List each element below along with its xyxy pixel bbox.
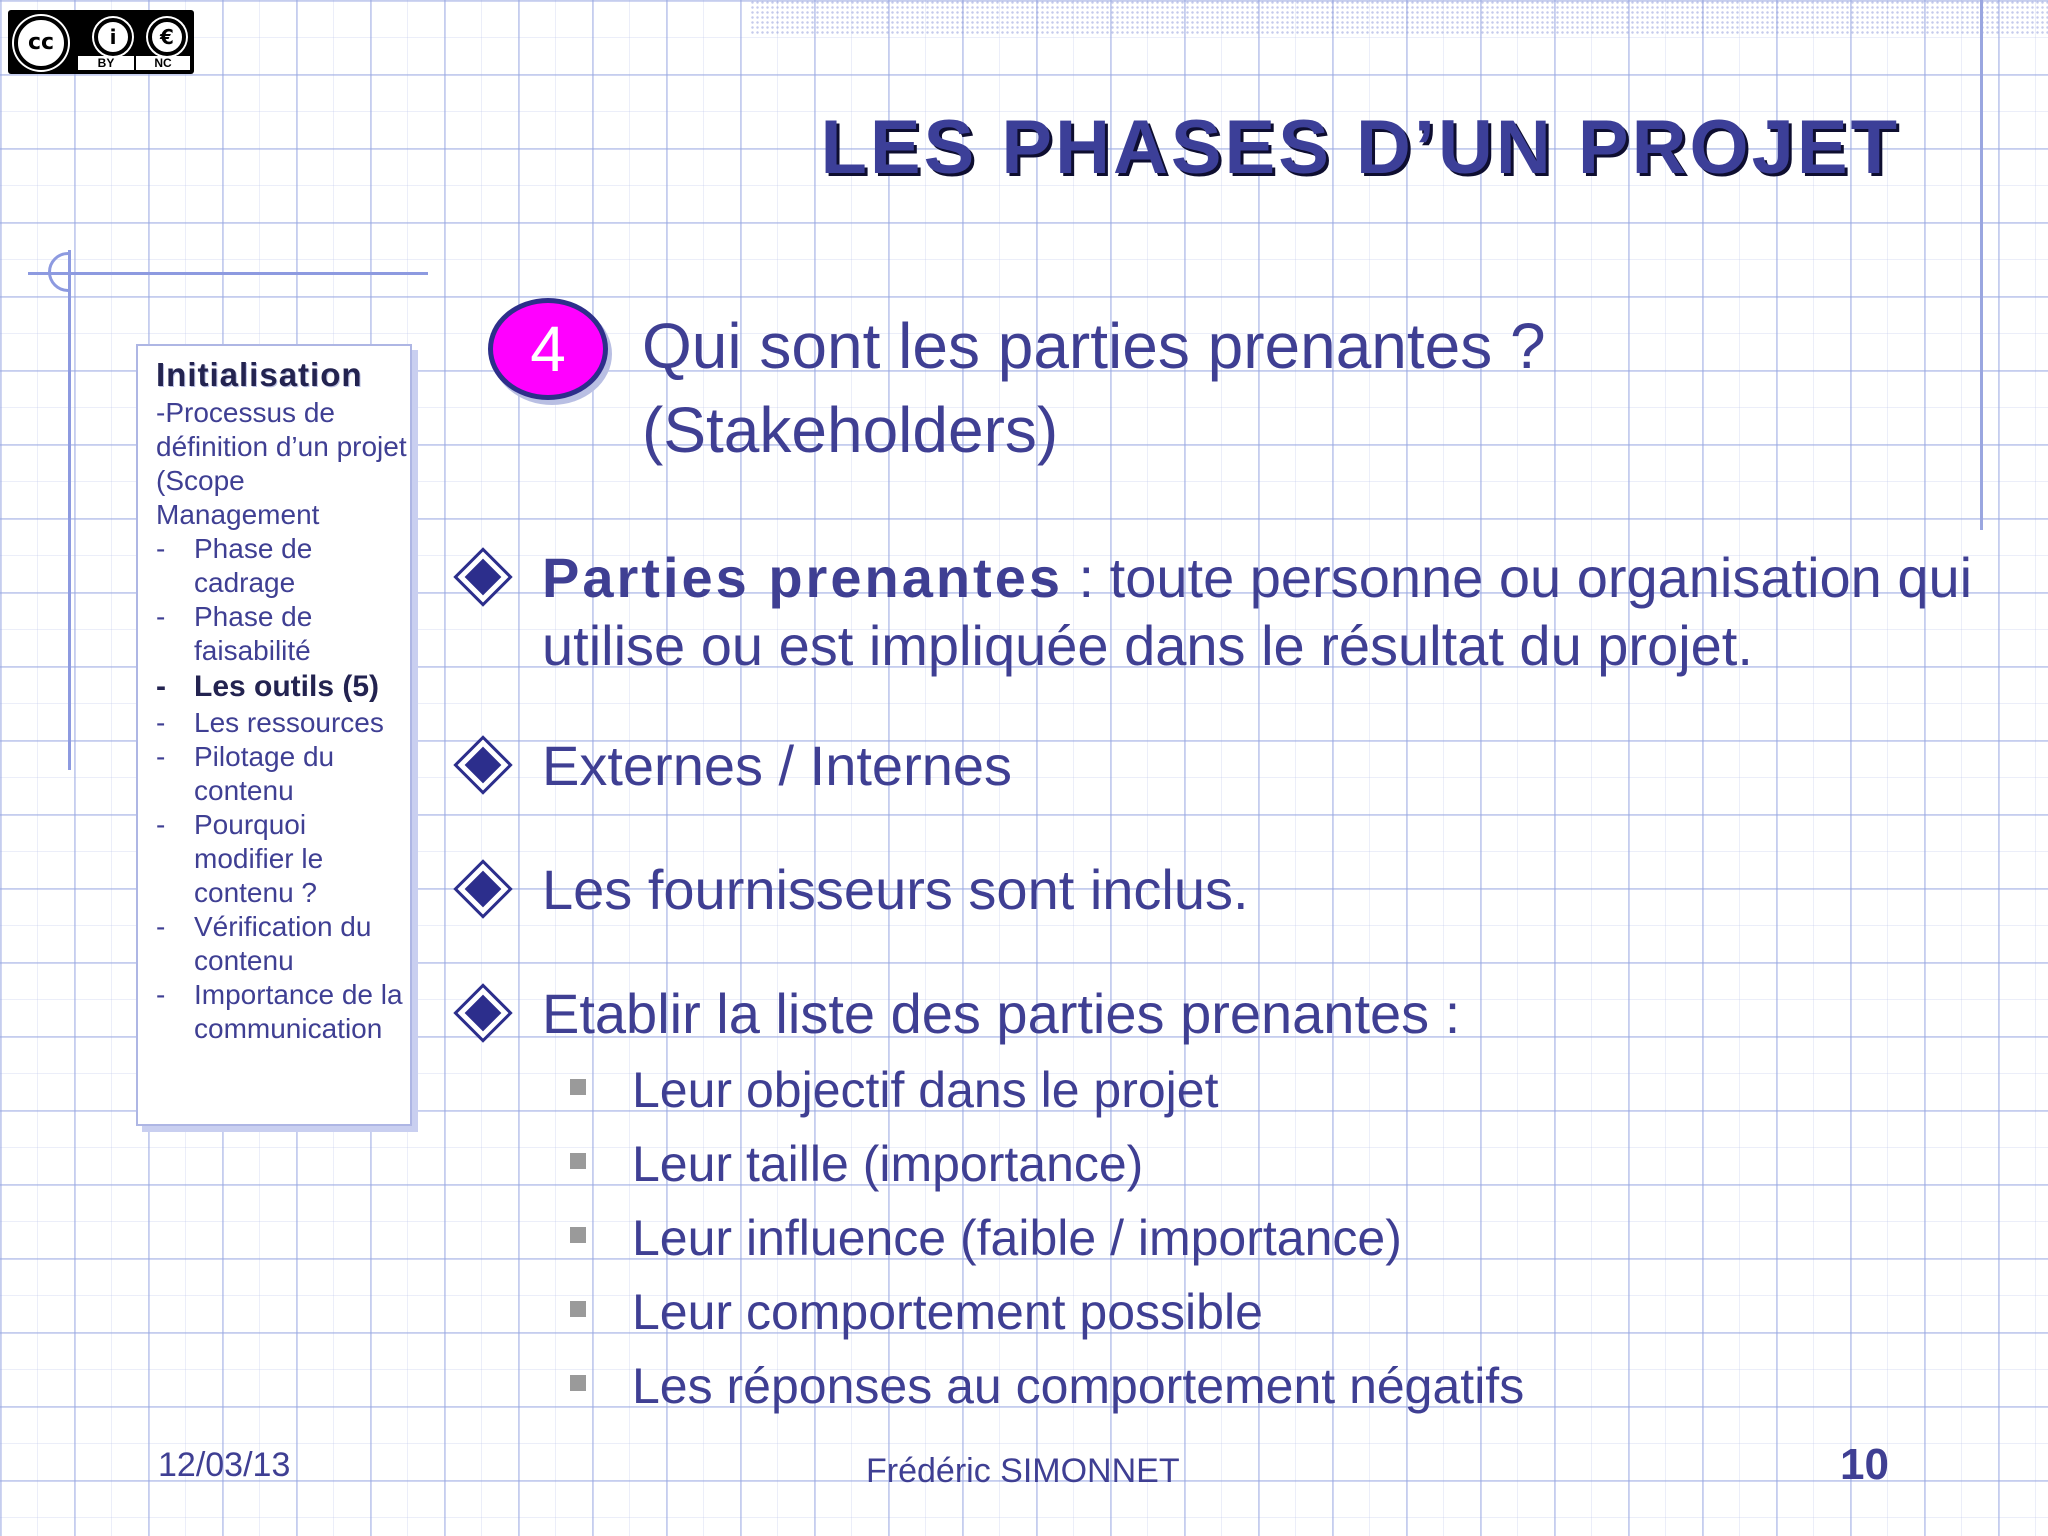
bullet-text xyxy=(542,544,2002,680)
creative-commons-icon: cc xyxy=(14,16,68,70)
square-bullet-icon xyxy=(570,1227,586,1243)
bullet-definition: : toute personne ou organisation qui utilise ou est impliquée dans le résultat du projet. xyxy=(542,546,1973,677)
outline-item: - Importance de la communication xyxy=(156,978,410,1046)
bullet-item xyxy=(462,544,2002,684)
outline-intro: -Processus de définition d’un projet (Scope Management xyxy=(156,397,407,530)
sub-bullet-item xyxy=(570,1282,1970,1342)
bullet-item xyxy=(462,856,2002,926)
section-question-line2: (Stakeholders) xyxy=(642,394,1059,466)
square-bullet-icon xyxy=(570,1301,586,1317)
sub-bullet-item xyxy=(570,1356,1970,1416)
outline-item: - Phase de faisabilité xyxy=(156,600,410,668)
outline-item: - Les ressources xyxy=(156,706,410,740)
header-dot-band xyxy=(750,0,2048,34)
footer-date: 12/03/13 xyxy=(158,1446,291,1484)
bullet-term: Parties prenantes xyxy=(542,546,1063,609)
outline-list xyxy=(156,532,410,1046)
bullet-item xyxy=(462,980,2002,1050)
margin-rule xyxy=(1980,0,1983,530)
diamond-bullet-icon xyxy=(465,559,502,596)
license-by-label: BY xyxy=(78,56,134,70)
attribution-icon: i xyxy=(94,18,132,56)
square-bullet-icon xyxy=(570,1375,586,1391)
footer-author: Frédéric SIMONNET xyxy=(866,1452,1180,1490)
sub-bullet-text: Leur comportement possible xyxy=(632,1284,1263,1340)
license-nc-label: NC xyxy=(136,56,190,70)
outline-item: - Vérification du contenu xyxy=(156,910,410,978)
noncommercial-icon: € xyxy=(148,18,186,56)
outline-heading: Initialisation xyxy=(156,356,363,393)
section-question xyxy=(642,304,1942,472)
diamond-bullet-icon xyxy=(465,871,502,908)
square-bullet-icon xyxy=(570,1079,586,1095)
outline-item: - Pilotage du contenu xyxy=(156,740,410,808)
diamond-bullet-icon xyxy=(465,995,502,1032)
sub-bullet-item xyxy=(570,1134,1970,1194)
outline-item-current: - Les outils (5) xyxy=(156,668,410,706)
sub-bullet-text: Leur objectif dans le projet xyxy=(632,1062,1219,1118)
sub-bullet-item xyxy=(570,1208,1970,1268)
sub-bullet-text: Leur taille (importance) xyxy=(632,1136,1144,1192)
outline-item: - Pourquoi modifier le contenu ? xyxy=(156,808,410,910)
bullet-item xyxy=(462,732,2002,802)
bullet-text: Les fournisseurs sont inclus. xyxy=(542,858,1249,921)
sub-bullet-text: Leur influence (faible / importance) xyxy=(632,1210,1402,1266)
outline-item: - Phase de cadrage xyxy=(156,532,410,600)
section-question-line1: Qui sont les parties prenantes ? xyxy=(642,310,1546,382)
crosshair-vertical-rule xyxy=(68,250,71,770)
outline-sidebar xyxy=(136,344,412,1126)
slide-title: LES PHASES D’UN PROJET xyxy=(820,105,1900,190)
section-number-badge: 4 xyxy=(488,298,608,400)
bullet-text: Externes / Internes xyxy=(542,734,1013,797)
square-bullet-icon xyxy=(570,1153,586,1169)
bullet-text: Etablir la liste des parties prenantes : xyxy=(542,982,1461,1045)
sub-bullet-text: Les réponses au comportement négatifs xyxy=(632,1358,1525,1414)
crosshair-horizontal-rule xyxy=(28,272,428,275)
cc-license-badge xyxy=(8,10,194,74)
diamond-bullet-icon xyxy=(465,747,502,784)
slide-number: 10 xyxy=(1840,1440,1889,1489)
sub-bullet-item xyxy=(570,1060,1970,1120)
